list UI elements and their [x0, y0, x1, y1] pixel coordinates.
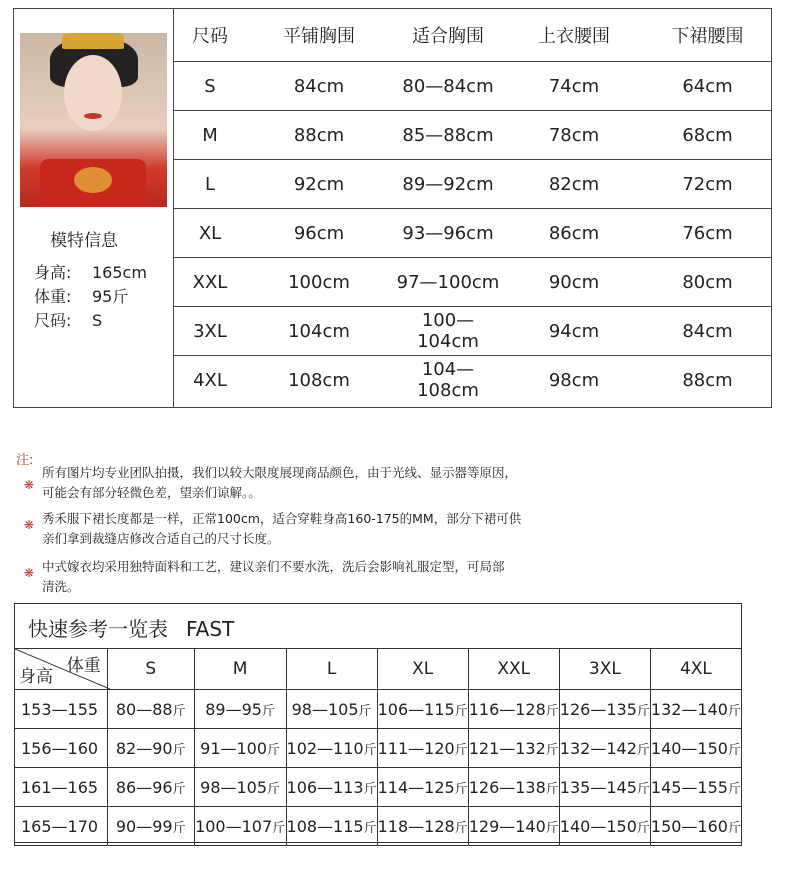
size-row [174, 111, 771, 160]
size-cell: M [174, 111, 246, 160]
model-info-title: 模特信息 [50, 231, 118, 251]
quick-weight-unit: 斤 [172, 742, 186, 758]
flat-bust-cell: 100cm [246, 258, 392, 307]
note-line: 秀禾服下裙长度都是一样，正常100cm，适合穿鞋身高160-175的MM，部分下裙可供 [42, 511, 522, 526]
quick-weight-cell [650, 768, 741, 807]
quick-weight-cell [194, 768, 286, 807]
quick-weight-cell [559, 807, 650, 846]
size-row [174, 209, 771, 258]
quick-weight-value: 145—155 [650, 777, 728, 797]
quick-weight-unit: 斤 [261, 703, 275, 719]
quick-weight-value: 98—105 [200, 777, 268, 797]
quick-weight-cell [107, 729, 194, 768]
model-height-label: 身高: [34, 263, 72, 282]
model-headdress [62, 33, 124, 49]
quick-weight-unit: 斤 [727, 703, 741, 719]
top-waist-cell: 86cm [504, 209, 644, 258]
top-waist-cell: 90cm [504, 258, 644, 307]
quick-weight-unit: 斤 [267, 742, 281, 758]
skirt-waist-cell: 80cm [644, 258, 771, 307]
quick-row [15, 768, 742, 807]
quick-weight-value: 111—120 [377, 738, 455, 758]
flat-bust-cell: 108cm [288, 369, 350, 391]
quick-weight-cell [377, 768, 468, 807]
quick-weight-cell [377, 807, 468, 846]
quick-weight-unit: 斤 [172, 703, 186, 719]
model-height [34, 260, 147, 283]
header-top-waist: 上衣腰围 [504, 9, 644, 62]
quick-weight-unit: 斤 [636, 820, 650, 836]
quick-weight-value: 90—99 [115, 816, 173, 836]
header-size: 尺码 [174, 9, 246, 62]
quick-row [15, 729, 742, 768]
flat-bust-cell: 92cm [246, 160, 392, 209]
quick-weight-unit: 斤 [636, 742, 650, 758]
quick-weight-unit: 斤 [545, 742, 559, 758]
quick-height-cell: 156—160 [15, 729, 108, 768]
note-item [42, 509, 521, 549]
quick-size-header: L [286, 649, 377, 690]
note-line: 亲们拿到裁缝店修改合适自己的尺寸长度。 [42, 531, 280, 546]
quick-weight-cell [286, 768, 377, 807]
model-lips [84, 113, 102, 119]
header-fit-bust: 适合胸围 [392, 9, 504, 62]
quick-weight-cell [286, 690, 377, 729]
quick-weight-cell [468, 768, 559, 807]
flat-bust-cell: 84cm [246, 62, 392, 111]
quick-weight-unit: 斤 [363, 820, 377, 836]
flat-bust-cell: 104cm [246, 307, 392, 356]
size-cell: 4XL [193, 369, 227, 391]
size-row [174, 160, 771, 209]
quick-height-cell: 165—170 [15, 807, 108, 846]
quick-weight-unit: 斤 [363, 742, 377, 758]
quick-weight-unit: 斤 [454, 781, 468, 797]
skirt-waist-cell: 64cm [644, 62, 771, 111]
quick-weight-cell [107, 768, 194, 807]
quick-row [15, 807, 742, 846]
size-row [174, 307, 771, 356]
quick-height-cell: 153—155 [15, 690, 108, 729]
quick-weight-cell [650, 807, 741, 846]
quick-weight-unit: 斤 [272, 820, 286, 836]
quick-weight-value: 135—145 [559, 777, 637, 797]
quick-size-header: M [194, 649, 286, 690]
quick-weight-value: 98—105 [291, 699, 359, 719]
skirt-waist-cell: 68cm [644, 111, 771, 160]
quick-weight-value: 140—150 [559, 816, 637, 836]
quick-weight-unit: 斤 [636, 703, 650, 719]
size-cell: 3XL [174, 307, 246, 356]
quick-weight-cell [194, 807, 286, 846]
note-star-icon: ❋ [24, 518, 35, 532]
quick-weight-cell [650, 729, 741, 768]
size-row [174, 356, 771, 405]
quick-weight-unit: 斤 [545, 781, 559, 797]
quick-weight-unit: 斤 [454, 820, 468, 836]
quick-weight-cell [468, 729, 559, 768]
corner-header-cell [15, 649, 108, 690]
fit-bust-cell: 80—84cm [392, 62, 504, 111]
quick-weight-value: 102—110 [286, 738, 364, 758]
fit-bust-cell: 97—100cm [392, 258, 504, 307]
quick-weight-value: 129—140 [468, 816, 546, 836]
quick-weight-unit: 斤 [545, 820, 559, 836]
note-item [42, 463, 517, 503]
quick-weight-value: 140—150 [650, 738, 728, 758]
top-waist-cell: 74cm [504, 62, 644, 111]
model-size [34, 308, 102, 331]
size-row [174, 62, 771, 111]
size-row [174, 258, 771, 307]
model-size-label: 尺码: [34, 311, 72, 330]
model-height-value: 165cm [92, 263, 147, 282]
quick-weight-value: 82—90 [115, 738, 173, 758]
quick-weight-value: 106—115 [377, 699, 455, 719]
top-waist-cell: 94cm [504, 307, 644, 356]
quick-weight-value: 121—132 [468, 738, 546, 758]
note-line: 所有图片均专业团队拍摄，我们以较大限度展现商品颜色，由于光线、显示器等原因， [42, 465, 518, 480]
quick-weight-value: 114—125 [377, 777, 455, 797]
model-weight-value: 95斤 [92, 287, 129, 306]
notes-label: 注: [16, 453, 34, 468]
fit-bust-cell: 93—96cm [392, 209, 504, 258]
quick-weight-value: 100—107 [195, 816, 273, 836]
model-weight-label: 体重: [34, 287, 72, 306]
quick-weight-unit: 斤 [727, 781, 741, 797]
note-line: 中式嫁衣均采用独特面料和工艺，建议亲们不要水洗，洗后会影响礼服定型，可局部 [42, 559, 505, 574]
top-waist-cell: 78cm [504, 111, 644, 160]
quick-weight-cell [286, 729, 377, 768]
size-cell: S [174, 62, 246, 111]
quick-header-row [15, 649, 742, 690]
quick-weight-value: 118—128 [377, 816, 455, 836]
quick-height-cell: 161—165 [15, 768, 108, 807]
corner-height-label: 身高 [19, 667, 53, 687]
skirt-waist-cell: 84cm [644, 307, 771, 356]
quick-weight-unit: 斤 [267, 781, 281, 797]
dress-embroidery [74, 167, 112, 193]
quick-weight-cell [377, 729, 468, 768]
quick-weight-unit: 斤 [545, 703, 559, 719]
fit-bust-cell: 100—104cm [392, 307, 504, 356]
quick-weight-cell [650, 690, 741, 729]
quick-weight-value: 150—160 [650, 816, 728, 836]
quick-weight-cell [286, 807, 377, 846]
quick-weight-unit: 斤 [727, 820, 741, 836]
fit-bust-cell: 104—108cm [417, 359, 479, 401]
quick-weight-unit: 斤 [363, 781, 377, 797]
quick-weight-value: 80—88 [115, 699, 173, 719]
quick-size-header: XXL [468, 649, 559, 690]
quick-weight-value: 132—140 [650, 699, 728, 719]
quick-reference-title-cn: 快速参考一览表 [28, 617, 168, 641]
corner-weight-label: 体重 [66, 656, 101, 676]
quick-weight-cell [468, 690, 559, 729]
top-waist-cell: 98cm [548, 369, 600, 391]
quick-weight-cell [194, 729, 286, 768]
note-star-icon: ❋ [24, 478, 35, 492]
note-item [42, 557, 505, 597]
quick-weight-unit: 斤 [727, 742, 741, 758]
quick-weight-value: 91—100 [200, 738, 268, 758]
quick-reference-table [14, 648, 742, 846]
quick-size-header: XL [377, 649, 468, 690]
quick-weight-unit: 斤 [636, 781, 650, 797]
size-cell: L [174, 160, 246, 209]
quick-reference-title-en: FAST [186, 617, 235, 641]
quick-weight-value: 89—95 [205, 699, 262, 719]
model-weight [34, 284, 128, 307]
quick-weight-cell [468, 807, 559, 846]
quick-weight-value: 116—128 [468, 699, 546, 719]
quick-weight-cell [559, 729, 650, 768]
quick-weight-cell [377, 690, 468, 729]
note-star-icon: ❋ [24, 566, 35, 580]
quick-weight-cell [559, 690, 650, 729]
fit-bust-cell: 89—92cm [392, 160, 504, 209]
flat-bust-cell: 88cm [246, 111, 392, 160]
quick-weight-unit: 斤 [454, 703, 468, 719]
top-waist-cell: 82cm [504, 160, 644, 209]
model-photo [20, 33, 167, 207]
quick-reference-title [28, 613, 234, 642]
quick-size-header: 4XL [650, 649, 741, 690]
quick-weight-value: 86—96 [115, 777, 173, 797]
quick-row [15, 690, 742, 729]
quick-size-header: 3XL [559, 649, 650, 690]
size-chart-header-row [174, 9, 771, 62]
quick-weight-value: 106—113 [286, 777, 364, 797]
skirt-waist-cell: 88cm [682, 369, 733, 391]
header-skirt-waist: 下裙腰围 [644, 9, 771, 62]
quick-size-header: S [107, 649, 194, 690]
quick-weight-unit: 斤 [172, 781, 186, 797]
quick-weight-cell [107, 690, 194, 729]
note-line: 可能会有部分轻微色差，望亲们谅解。。 [42, 485, 261, 500]
skirt-waist-cell: 72cm [644, 160, 771, 209]
model-size-value: S [92, 311, 103, 330]
skirt-waist-cell: 76cm [644, 209, 771, 258]
quick-weight-unit: 斤 [454, 742, 468, 758]
note-line: 清洗。 [42, 579, 80, 594]
quick-weight-cell [194, 690, 286, 729]
quick-weight-unit: 斤 [358, 703, 372, 719]
quick-weight-value: 132—142 [559, 738, 637, 758]
fit-bust-cell: 85—88cm [392, 111, 504, 160]
size-chart-table [174, 9, 771, 404]
header-flat-bust: 平铺胸围 [246, 9, 392, 62]
quick-weight-value: 126—138 [468, 777, 546, 797]
size-cell: XL [174, 209, 246, 258]
quick-weight-unit: 斤 [172, 820, 186, 836]
size-cell: XXL [174, 258, 246, 307]
flat-bust-cell: 96cm [246, 209, 392, 258]
quick-weight-value: 126—135 [559, 699, 637, 719]
quick-weight-cell [107, 807, 194, 846]
quick-weight-value: 108—115 [286, 816, 364, 836]
quick-weight-cell [559, 768, 650, 807]
model-face [64, 55, 122, 131]
